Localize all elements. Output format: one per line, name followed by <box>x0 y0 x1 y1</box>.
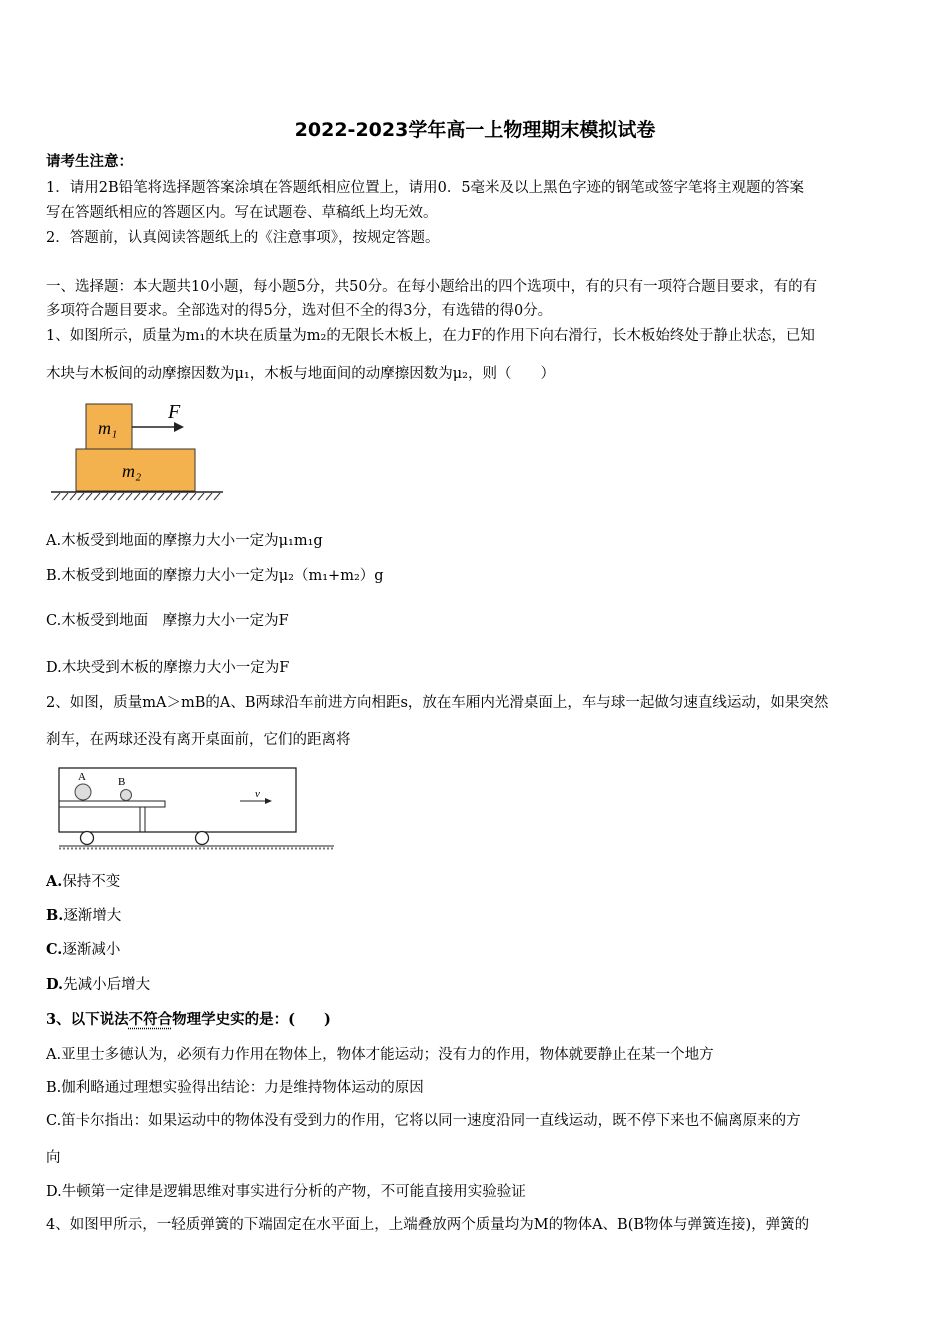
q2-figure-cart <box>56 763 351 858</box>
section-1-line-2: 多项符合题目要求。全部选对的得5分，选对但不全的得3分，有选错的得0分。 <box>46 303 553 319</box>
q2-option-a <box>46 872 120 892</box>
block-m2-label: m₂ <box>122 461 142 481</box>
force-arrow-head <box>174 422 184 432</box>
q1-figure-blocks <box>46 396 236 508</box>
q2-option-a-letter: A. <box>46 873 63 890</box>
table-leg <box>140 807 145 832</box>
q2-option-d-letter: D. <box>46 976 64 993</box>
q1-option-a: A.木板受到地面的摩擦力大小一定为μ₁m₁g <box>46 533 323 549</box>
section-1-line-1: 一、选择题：本大题共10小题，每小题5分，共50分。在每小题给出的四个选项中，有的只有一项符合题目要求，有的有 <box>46 279 818 295</box>
q2-option-a-text: 保持不变 <box>62 874 121 890</box>
q1-stem-line-1: 1、如图所示，质量为m₁的木块在质量为m₂的无限长木板上，在力F的作用下向右滑行，长木板始终处于静止状态，已知 <box>46 328 815 344</box>
notice-item-2: 2．答题前，认真阅读答题纸上的《注意事项》，按规定答题。 <box>46 230 440 246</box>
table-top <box>59 801 165 807</box>
q3-option-d: D.牛顿第一定律是逻辑思维对事实进行分析的产物，不可能直接用实验验证 <box>46 1184 526 1200</box>
q2-option-b <box>46 906 121 926</box>
q3-option-c-line-1: C.笛卡尔指出：如果运动中的物体没有受到力的作用，它将以同一速度沿同一直线运动，既不停下来也不偏离原来的方 <box>46 1113 801 1129</box>
q1-option-c: C.木板受到地面 摩擦力大小一定为F <box>46 613 289 629</box>
notice-item-1-line-1: 1．请用2B铅笔将选择题答案涂填在答题纸相应位置上，请用0．5毫米及以上黑色字迹的钢笔或签字笔将主观题的答案 <box>46 180 805 196</box>
ball-a <box>75 784 91 800</box>
notice-heading: 请考生注意： <box>46 153 133 170</box>
q3-stem-emphasis: 不符合 <box>128 1011 173 1028</box>
q3-stem-suffix: 物理学史实的是：( ) <box>172 1011 331 1028</box>
q2-option-c-text: 逐渐减小 <box>62 942 121 958</box>
q2-option-c-letter: C. <box>46 941 63 958</box>
ball-b-label: B <box>118 776 126 788</box>
q2-option-b-text: 逐渐增大 <box>63 908 122 924</box>
q3-option-a: A.亚里士多德认为，必须有力作用在物体上，物体才能运动；没有力的作用，物体就要静止在某一个地方 <box>46 1047 714 1063</box>
wheel-right <box>196 832 209 845</box>
q4-stem-line-1: 4、如图甲所示，一轻质弹簧的下端固定在水平面上，上端叠放两个质量均为M的物体A、B(B物体与弹簧连接)，弹簧的 <box>46 1217 810 1233</box>
q1-option-b: B.木板受到地面的摩擦力大小一定为μ₂（m₁+m₂）g <box>46 568 384 584</box>
force-label: F <box>168 401 181 423</box>
q1-option-d: D.木块受到木板的摩擦力大小一定为F <box>46 660 290 676</box>
q2-option-c <box>46 940 120 960</box>
q2-option-d-text: 先减小后增大 <box>63 977 151 993</box>
velocity-label: v <box>255 788 260 800</box>
q3-stem-prefix: 3、以下说法 <box>46 1011 129 1028</box>
q3-option-c-line-2: 向 <box>46 1150 61 1166</box>
q2-option-b-letter: B. <box>46 907 64 924</box>
wheel-left <box>81 832 94 845</box>
q1-stem-line-2: 木块与木板间的动摩擦因数为μ₁，木板与地面间的动摩擦因数为μ₂，则（ ） <box>46 366 555 382</box>
q3-stem <box>46 1010 331 1030</box>
cart-body <box>59 768 296 832</box>
ball-a-label: A <box>78 771 86 783</box>
q2-option-d <box>46 975 150 995</box>
q2-stem-line-1: 2、如图，质量mA＞mB的A、B两球沿车前进方向相距s，放在车厢内光滑桌面上，车与球一起做匀速直线运动，如果突然 <box>46 695 829 711</box>
q2-stem-line-2: 刹车，在两球还没有离开桌面前，它们的距离将 <box>46 732 351 748</box>
ground-hatching <box>54 493 220 500</box>
ball-b <box>121 790 132 801</box>
q3-option-b: B.伽利略通过理想实验得出结论：力是维持物体运动的原因 <box>46 1080 424 1096</box>
block-m1-label: m₁ <box>98 418 118 438</box>
notice-item-1-line-2: 写在答题纸相应的答题区内。写在试题卷、草稿纸上均无效。 <box>46 205 438 221</box>
page-title: 2022-2023学年高一上物理期末模拟试卷 <box>294 119 656 141</box>
velocity-arrow-head <box>265 798 272 804</box>
